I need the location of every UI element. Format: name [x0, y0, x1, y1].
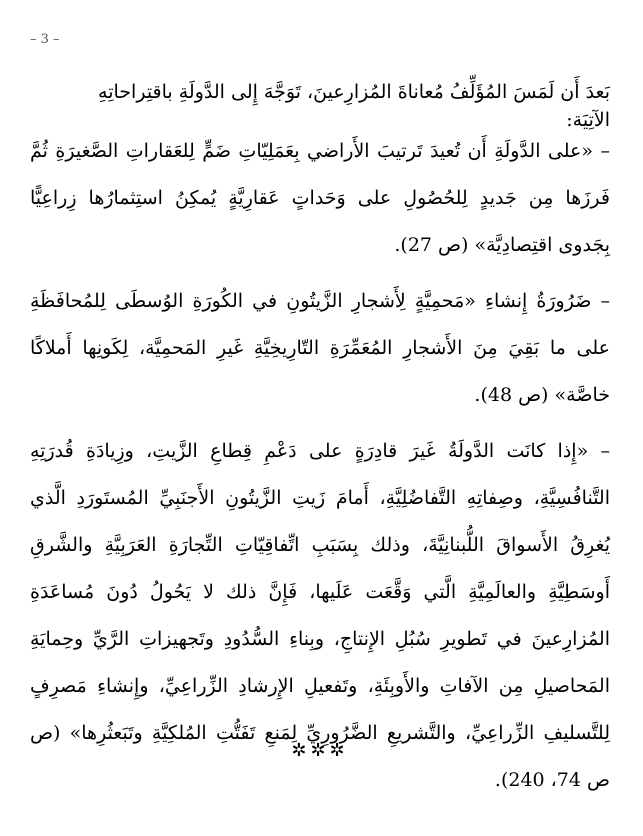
document-page	[30, 32, 610, 822]
proposal-paragraph-1: – «على الدَّولَةِ أَن تُعيدَ تَرتيبَ الأَراضي بِعَمَلِيّاتِ ضَمٍّ لِلعَقاراتِ الصَّغيرَةِ ثُمَّ فَرزَها مِن جَديدٍ لِلحُصُولِ على وَحَداتٍ عَقارِيَّةٍ يُمكِنُ استِثمارُها زِراعِيًّا بِجَدوى اقتِصادِيَّة» (ص 27).	[30, 140, 610, 256]
intro-paragraph: بَعدَ أَن لَمَسَ المُؤَلِّفُ مُعاناةَ المُزارِعينَ، تَوَجَّهَ إِلى الدَّولَةِ باقتِراحاتِهِ الآتِيَة:	[98, 81, 610, 131]
page-number: – 3 –	[30, 32, 60, 47]
proposal-paragraph-3: – «إِذا كانَت الدَّولَةُ غَيرَ قادِرَةٍ على دَعْمِ قِطاعِ الزَّيتِ، وزِيادَةِ قُدرَتِهِ التَّنافُسِيَّةِ، وصِفاتِهِ التَّفاضُلِيَّةِ، أَمامَ زَيتِ الزَّيتُونِ الأَجنَبِيِّ المُستَورَدِ الَّذي يُغرِقُ الأَسواقَ اللُّبنانِيَّةَ، وذلك بِسَبَبِ اتِّفاقِيّاتِ التِّجارَةِ العَرَبِيَّةِ والشَّرقِ أَوسَطِيَّةِ والعالَمِيَّةِ الَّتي وَقَّعَت عَلَيها، فَإِنَّ ذلك لا يَحُولُ دُونَ مُساعَدَةِ المُزارِعينَ في تَطويرِ سُبُلِ الإِنتاجِ، وبِناءِ السُّدُودِ وتَجهيزاتِ الرَّيِّ وحِمايَةِ المَحاصيلِ مِن الآفاتِ والأَوبِئَةِ، وتَفعيلِ الإِرشادِ الزِّراعِيِّ، وإِنشاءِ مَصرِفٍ لِلتَّسليفِ الزِّراعِيِّ، والتَّشريعِ الضَّرُورِيِّ لِمَنعِ تَفَتُّتِ المُلكِيَّةِ وتَبَعثُرِها» (ص ص 74، 240).	[30, 440, 610, 791]
proposal-paragraph-2: – ضَرُورَةُ إِنشاءِ «مَحمِيَّةٍ لِأَشجارِ الزَّيتُونِ في الكُورَةِ الوُسطَى لِلمُحافَظَةِ على ما بَقِيَ مِنَ الأَشجارِ المُعَمِّرَةِ التّارِيخِيَّةِ غَيرِ المَحمِيَّة، لِكَونِها أَملاكًا خاصَّة» (ص 48).	[30, 290, 610, 406]
section-separator: ✲✲✲	[291, 740, 349, 761]
